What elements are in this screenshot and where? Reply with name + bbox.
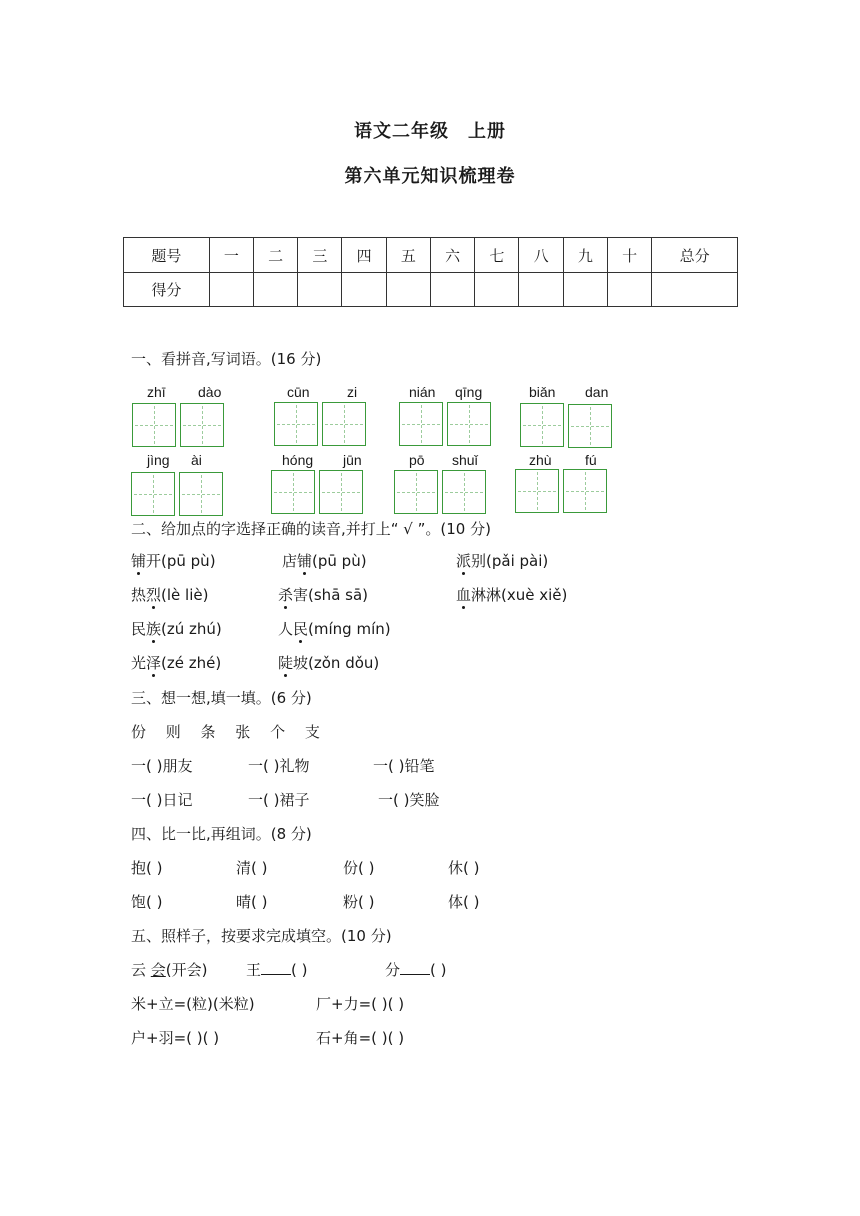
- score-input-cell[interactable]: [298, 273, 342, 307]
- score-header-cell: 二: [253, 238, 297, 273]
- score-input-cell[interactable]: [563, 273, 607, 307]
- reading-choice-item[interactable]: [131, 652, 221, 673]
- writing-grid-box[interactable]: [568, 404, 612, 448]
- blank-parens: ( ): [291, 961, 308, 979]
- writing-grid-box[interactable]: [515, 469, 559, 513]
- dotted-character: 陡: [278, 654, 294, 672]
- score-header-cell: 六: [430, 238, 474, 273]
- pinyin-label: qīng: [455, 384, 483, 400]
- reading-choice-item[interactable]: [456, 584, 567, 605]
- writing-grid-box[interactable]: [319, 470, 363, 514]
- word-group-item[interactable]: 份( ): [343, 859, 375, 877]
- example-prefix: 云: [131, 961, 151, 979]
- pinyin-label: nián: [409, 384, 436, 400]
- dotted-character: 杀: [278, 586, 294, 604]
- item-text: 人: [278, 620, 294, 638]
- dotted-character: 族: [146, 620, 162, 638]
- pinyin-label: hóng: [282, 452, 314, 468]
- dotted-character: 血: [456, 586, 472, 604]
- score-input-cell[interactable]: [253, 273, 297, 307]
- reading-choice-item[interactable]: [131, 584, 208, 605]
- reading-choice-item[interactable]: [278, 618, 391, 639]
- item-text: 店: [282, 552, 298, 570]
- writing-grid-box[interactable]: [399, 402, 443, 446]
- blank-parens: ( ): [430, 961, 447, 979]
- score-input-cell[interactable]: [519, 273, 563, 307]
- dotted-character: 烈: [146, 586, 162, 604]
- dotted-character: 派: [456, 552, 472, 570]
- item-options: 开(pū pù): [146, 552, 216, 570]
- page-title: 语文二年级 上册: [354, 121, 506, 142]
- section-3-heading: 三、想一想,填一填。(6 分): [131, 689, 312, 707]
- score-header-cell: 五: [386, 238, 430, 273]
- item-text: 热: [131, 586, 147, 604]
- score-header-cell: 七: [475, 238, 519, 273]
- char-composition-item[interactable]: 厂+力=( )( ): [316, 995, 405, 1013]
- score-input-cell[interactable]: [475, 273, 519, 307]
- item-options: 坡(zǒn dǒu): [293, 654, 380, 672]
- reading-choice-item[interactable]: [131, 618, 222, 639]
- base-char: 王: [246, 961, 262, 979]
- pinyin-label: dào: [198, 384, 222, 400]
- score-input-cell[interactable]: [607, 273, 651, 307]
- writing-grid-box[interactable]: [271, 470, 315, 514]
- writing-grid-box[interactable]: [132, 403, 176, 447]
- pinyin-label: jūn: [343, 452, 362, 468]
- word-group-item[interactable]: 休( ): [448, 859, 480, 877]
- underline-blank[interactable]: [261, 960, 291, 975]
- section-5-heading: 五、照样子，按要求完成填空。(10 分): [131, 927, 392, 945]
- example-underlined-char: 会: [150, 961, 166, 979]
- word-group-item[interactable]: 晴( ): [236, 893, 268, 911]
- writing-grid-box[interactable]: [274, 402, 318, 446]
- score-header-cell: 总分: [652, 238, 738, 273]
- fill-blank-item[interactable]: 一( )笑脸: [378, 791, 440, 809]
- pinyin-label: zhù: [529, 452, 552, 468]
- score-input-cell[interactable]: [652, 273, 738, 307]
- pinyin-label: ài: [191, 452, 202, 468]
- score-input-cell[interactable]: [209, 273, 253, 307]
- fill-blank-item[interactable]: 一( )礼物: [248, 757, 310, 775]
- score-input-cell[interactable]: [386, 273, 430, 307]
- item-options: (zé zhé): [161, 654, 222, 672]
- dotted-character: 铺: [297, 552, 313, 570]
- item-options: (zú zhú): [161, 620, 222, 638]
- writing-grid-box[interactable]: [394, 470, 438, 514]
- pinyin-label: jìng: [147, 452, 170, 468]
- writing-grid-box[interactable]: [322, 402, 366, 446]
- pinyin-label: zhī: [147, 384, 166, 400]
- pinyin-label: zi: [347, 384, 358, 400]
- dotted-character: 民: [293, 620, 309, 638]
- score-input-cell[interactable]: [430, 273, 474, 307]
- pinyin-label: fú: [585, 452, 597, 468]
- writing-grid-box[interactable]: [131, 472, 175, 516]
- item-text: 民: [131, 620, 147, 638]
- writing-grid-box[interactable]: [520, 403, 564, 447]
- item-text: 光: [131, 654, 147, 672]
- reading-choice-item[interactable]: [456, 550, 548, 571]
- fill-blank-item[interactable]: 一( )朋友: [131, 757, 193, 775]
- pinyin-label: dan: [585, 384, 609, 400]
- score-header-cell: 三: [298, 238, 342, 273]
- score-header-cell: 九: [563, 238, 607, 273]
- score-header-cell: 题号: [124, 238, 210, 273]
- score-header-cell: 八: [519, 238, 563, 273]
- score-table-header-row: [124, 238, 738, 273]
- page-subtitle: 第六单元知识梳理卷: [344, 166, 516, 187]
- word-group-item[interactable]: 体( ): [448, 893, 480, 911]
- section-4-heading: 四、比一比,再组词。(8 分): [131, 825, 312, 843]
- reading-choice-item[interactable]: [278, 584, 368, 605]
- reading-choice-item[interactable]: [131, 550, 216, 571]
- item-options: (lè liè): [161, 586, 209, 604]
- example-item: [131, 959, 208, 980]
- fill-blank-item[interactable]: [385, 959, 447, 980]
- score-input-cell[interactable]: [342, 273, 386, 307]
- reading-choice-item[interactable]: [278, 652, 379, 673]
- dotted-character: 铺: [131, 552, 147, 570]
- pinyin-label: biǎn: [529, 384, 556, 400]
- pinyin-label: pō: [409, 452, 425, 468]
- dotted-character: 泽: [146, 654, 162, 672]
- word-group-item[interactable]: 抱( ): [131, 859, 163, 877]
- score-table-score-row: [124, 273, 738, 307]
- item-options: 别(pǎi pài): [471, 552, 549, 570]
- item-options: 害(shā sā): [293, 586, 369, 604]
- writing-grid-box[interactable]: [180, 403, 224, 447]
- example-word: (开会): [165, 961, 208, 979]
- score-table: [123, 237, 738, 307]
- score-header-cell: 一: [209, 238, 253, 273]
- writing-grid-box[interactable]: [563, 469, 607, 513]
- section-1-heading: 一、看拼音,写词语。(16 分): [131, 350, 322, 368]
- fill-blank-item[interactable]: 一( )裙子: [248, 791, 310, 809]
- char-composition-item[interactable]: 户+羽=( )( ): [131, 1029, 220, 1047]
- fill-blank-item[interactable]: 一( )日记: [131, 791, 193, 809]
- fill-blank-item[interactable]: [246, 959, 308, 980]
- word-group-item[interactable]: 饱( ): [131, 893, 163, 911]
- score-header-cell: 十: [607, 238, 651, 273]
- item-options: (míng mín): [308, 620, 391, 638]
- score-header-cell: 四: [342, 238, 386, 273]
- item-options: 淋淋(xuè xiě): [471, 586, 568, 604]
- pinyin-label: cūn: [287, 384, 310, 400]
- item-options: (pū pù): [312, 552, 367, 570]
- pinyin-label: shuǐ: [452, 452, 478, 468]
- char-composition-item: 米+立=(粒)(米粒): [131, 995, 255, 1013]
- score-row-label: 得分: [124, 273, 210, 307]
- writing-grid-box[interactable]: [442, 470, 486, 514]
- base-char: 分: [385, 961, 401, 979]
- char-composition-item[interactable]: 石+角=( )( ): [316, 1029, 405, 1047]
- measure-word-bank: 份 则 条 张 个 支: [131, 723, 320, 741]
- word-group-item[interactable]: 粉( ): [343, 893, 375, 911]
- reading-choice-item[interactable]: [282, 550, 367, 571]
- underline-blank[interactable]: [400, 960, 430, 975]
- writing-grid-box[interactable]: [447, 402, 491, 446]
- word-group-item[interactable]: 清( ): [236, 859, 268, 877]
- writing-grid-box[interactable]: [179, 472, 223, 516]
- fill-blank-item[interactable]: 一( )铅笔: [373, 757, 435, 775]
- section-2-heading: 二、给加点的字选择正确的读音,并打上“ √ ”。(10 分): [131, 520, 491, 538]
